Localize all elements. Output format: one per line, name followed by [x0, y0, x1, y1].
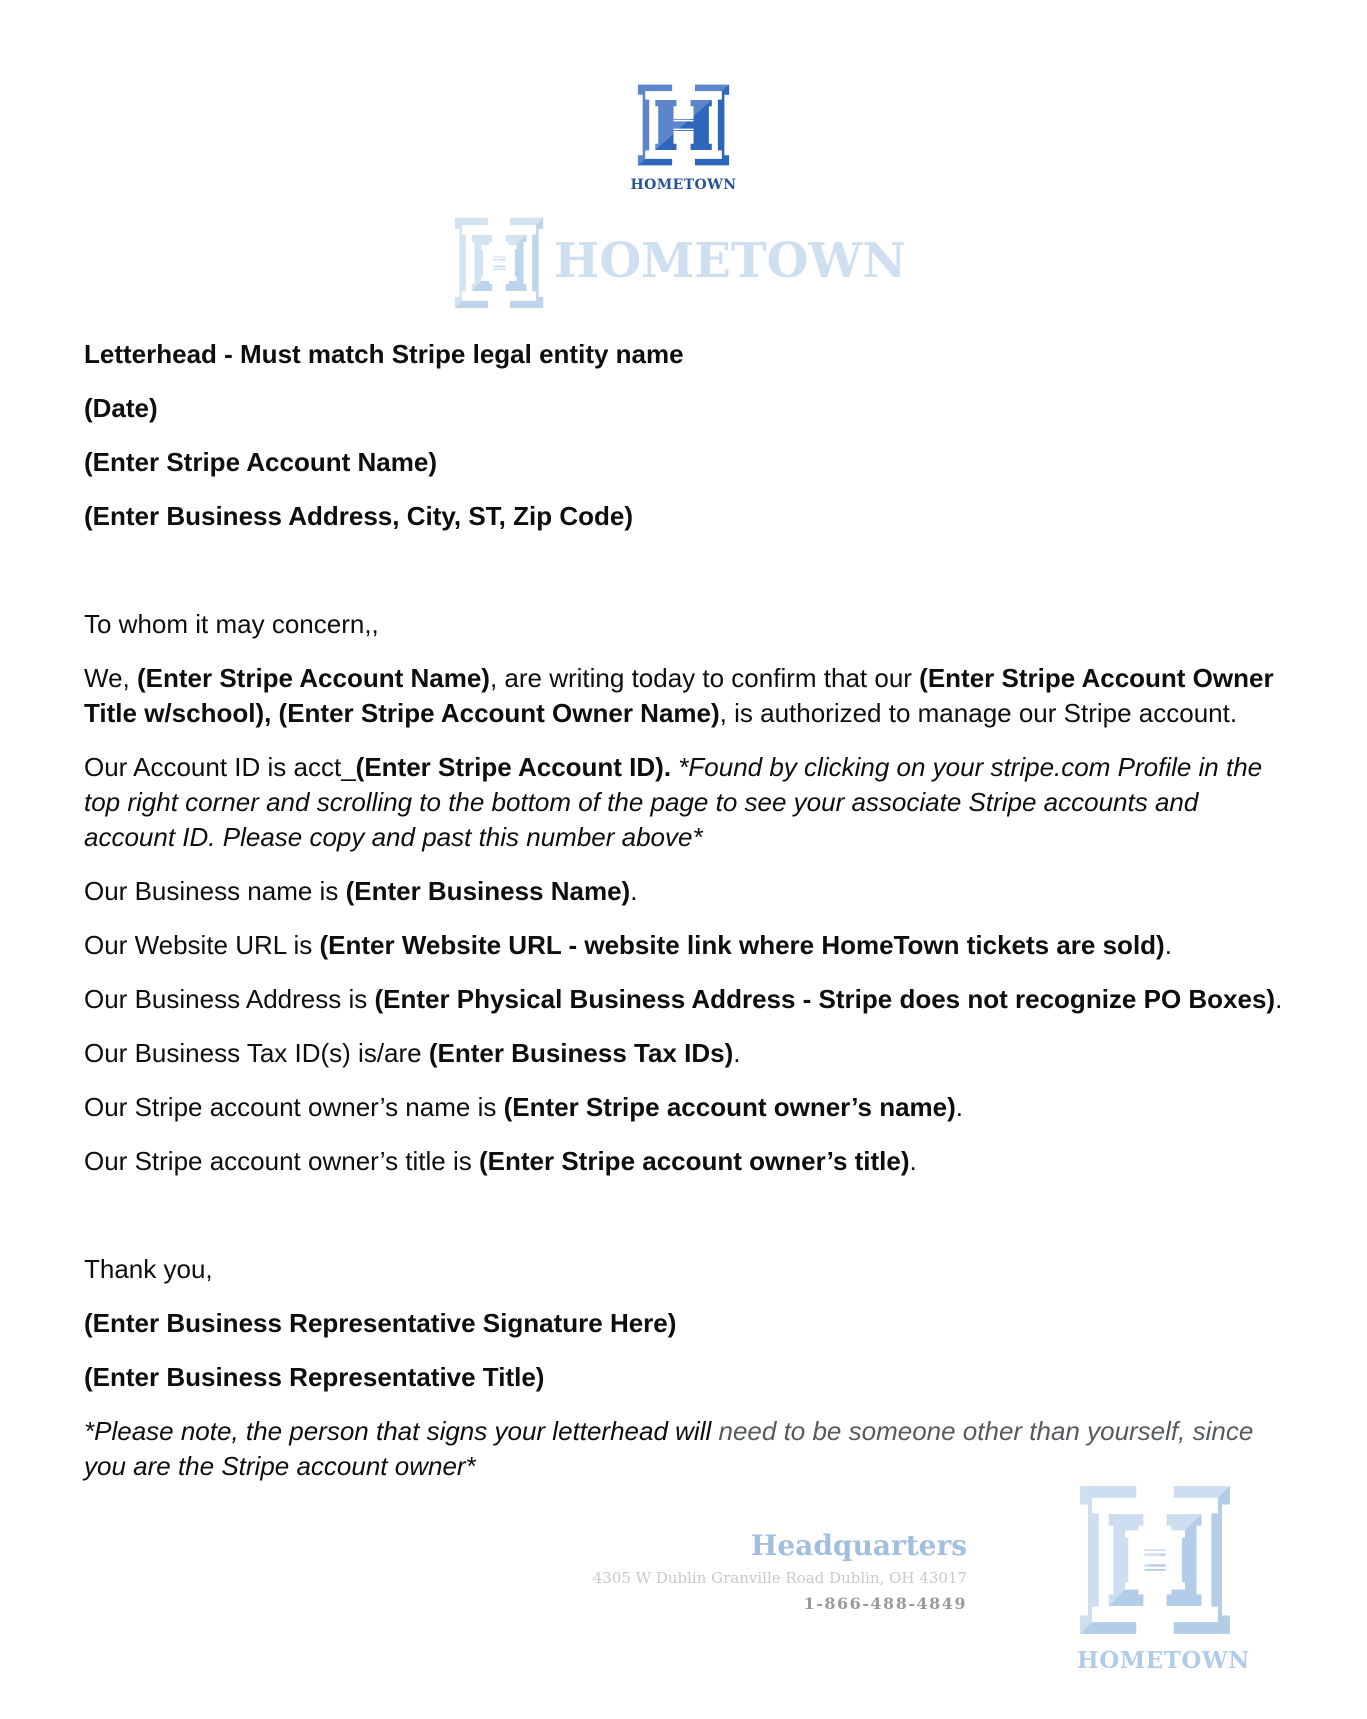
text-run: . [630, 876, 638, 906]
text-run-italic-gray: need to be someone other than yourself, since [718, 1416, 1254, 1446]
paragraph-website-url [84, 928, 1289, 963]
headquarters-block [593, 1531, 967, 1613]
text-run: We, [84, 663, 137, 693]
hometown-logo-top [631, 83, 737, 193]
text-run-bold: (Enter Business Tax IDs) [428, 1038, 734, 1068]
text-run: . [1275, 984, 1283, 1014]
text-run: Our Stripe account owner’s title is [84, 1146, 479, 1176]
text-run-bold: (Enter Stripe Account ID). [355, 752, 672, 782]
text-run: . [733, 1038, 741, 1068]
paragraph-business-address [84, 982, 1289, 1017]
hometown-h-outline-icon [1077, 1483, 1233, 1637]
text-run: . [955, 1092, 964, 1122]
text-run-bold: (Enter Stripe Account Owner Title w/school), (Enter Stripe Account Owner Name) [84, 663, 1274, 728]
text-run: Our Account ID is acct_ [84, 752, 356, 782]
text-run-bold: (Enter Business Name) [345, 876, 631, 906]
hometown-h-outline-icon [453, 216, 545, 310]
text-run-bold: (Enter Stripe Account Name) [136, 663, 490, 693]
paragraph-tax-id [84, 1036, 1289, 1071]
hometown-logo-watermark-bottom [1077, 1483, 1250, 1674]
business-address-placeholder: (Enter Business Address, City, ST, Zip Code) [84, 501, 633, 531]
text-run: Our Business name is [84, 876, 346, 906]
signature-placeholder: (Enter Business Representative Signature Here) [84, 1308, 677, 1338]
headquarters-address: 4305 W Dublin Granville Road Dublin, OH 43017 [592, 1568, 967, 1587]
closing: Thank you, [84, 1254, 213, 1284]
hometown-logo-watermark-mid [453, 216, 906, 310]
hometown-wordmark-top: HOMETOWN [630, 177, 737, 193]
text-run: Our Business Tax ID(s) is/are [84, 1038, 429, 1068]
text-run: Our Business Address is [84, 984, 375, 1014]
hometown-h-icon [636, 83, 731, 167]
hometown-wordmark-bottom: HOMETOWN [1077, 1647, 1250, 1674]
text-run: Our Website URL is [84, 930, 320, 960]
stripe-account-name-placeholder: (Enter Stripe Account Name) [84, 447, 437, 477]
text-run-italic: you are the Stripe account owner* [84, 1451, 476, 1481]
text-run-bold: (Enter Stripe account owner’s title) [479, 1146, 910, 1176]
paragraph-owner-name [84, 1090, 1289, 1125]
footnote [84, 1414, 1289, 1484]
salutation: To whom it may concern,, [84, 609, 379, 639]
paragraph-account-id [84, 750, 1289, 855]
blank-line [84, 553, 1289, 588]
blank-line [84, 1198, 1289, 1233]
letter-body [84, 337, 1289, 1503]
paragraph-business-name [84, 874, 1289, 909]
paragraph-authorization [84, 661, 1289, 731]
date-placeholder: (Date) [84, 393, 158, 423]
paragraph-owner-title [84, 1144, 1289, 1179]
hometown-wordmark-watermark: HOMETOWN [554, 233, 907, 289]
text-run: , are writing today to confirm that our [489, 663, 920, 693]
text-run-bold: (Enter Website URL - website link where HomeTown tickets are sold) [319, 930, 1165, 960]
headquarters-phone: 1-866-488-4849 [803, 1594, 967, 1614]
text-run-italic: *Found by clicking on your stripe.com Profile in the top right corner and scrolling to the bottom of the page to see your associate Stripe accounts and account ID. Please copy and past this number above* [84, 752, 1263, 852]
text-run: . [909, 1146, 917, 1176]
text-run-bold: (Enter Stripe account owner’s name) [503, 1092, 956, 1122]
headquarters-title: Headquarters [750, 1529, 967, 1562]
text-run: , is authorized to manage our Stripe account. [719, 698, 1238, 728]
text-run-bold: (Enter Physical Business Address - Stripe does not recognize PO Boxes) [374, 984, 1276, 1014]
text-run-italic: *Please note, the person that signs your letterhead will [84, 1416, 719, 1446]
text-run: Our Stripe account owner’s name is [84, 1092, 504, 1122]
representative-title-placeholder: (Enter Business Representative Title) [84, 1362, 545, 1392]
text-run: . [1164, 930, 1172, 960]
letterhead-heading: Letterhead - Must match Stripe legal entity name [84, 339, 684, 369]
